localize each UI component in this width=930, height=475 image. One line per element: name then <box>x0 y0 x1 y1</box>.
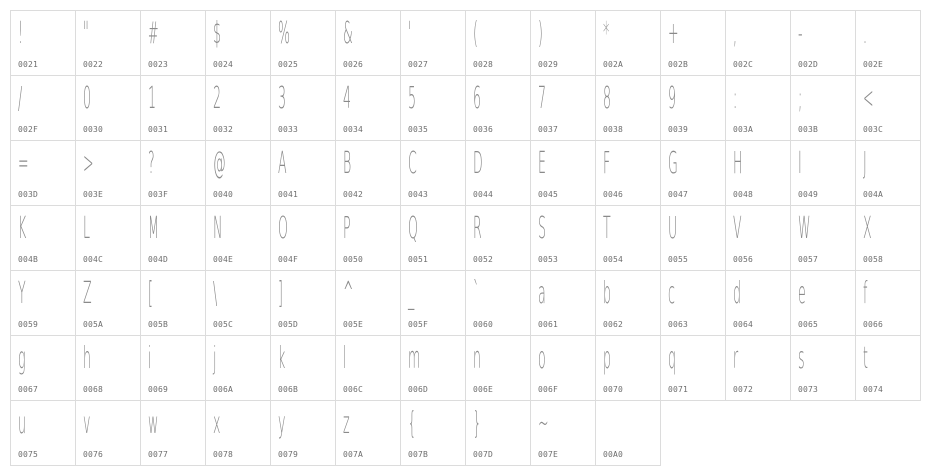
glyph-cell <box>725 335 791 401</box>
glyph-sample: $ <box>213 16 222 51</box>
codepoint-label: 004E <box>213 255 234 264</box>
glyph-sample: 8 <box>603 81 612 116</box>
glyph-sample: P <box>343 211 351 246</box>
glyph-sample: F <box>603 146 611 181</box>
glyph-sample: g <box>18 341 26 376</box>
glyph-cell <box>465 205 531 271</box>
glyph-sample: u <box>18 406 26 441</box>
codepoint-label: 004C <box>83 255 104 264</box>
glyph-sample: M <box>148 211 159 246</box>
codepoint-label: 002E <box>863 60 884 69</box>
glyph-cell <box>335 10 401 76</box>
glyph-cell <box>400 140 466 206</box>
glyph-sample: Z <box>83 276 92 311</box>
glyph-cell <box>205 10 271 76</box>
codepoint-label: 0074 <box>863 385 884 394</box>
glyph-sample: a <box>538 276 546 311</box>
codepoint-label: 0028 <box>473 60 494 69</box>
glyph-sample: J <box>863 146 867 181</box>
codepoint-label: 0036 <box>473 125 494 134</box>
codepoint-label: 0068 <box>83 385 104 394</box>
glyph-cell <box>855 140 921 206</box>
glyph-sample: I <box>798 146 802 181</box>
glyph-sample: o <box>538 341 546 376</box>
codepoint-label: 0023 <box>148 60 169 69</box>
codepoint-label: 0069 <box>148 385 169 394</box>
codepoint-label: 0057 <box>798 255 819 264</box>
glyph-sample: ~ <box>538 406 549 441</box>
glyph-sample: ^ <box>343 276 354 311</box>
glyph-cell <box>75 270 141 336</box>
glyph-sample: , <box>733 16 738 51</box>
glyph-sample: d <box>733 276 741 311</box>
codepoint-label: 002C <box>733 60 754 69</box>
codepoint-label: 003C <box>863 125 884 134</box>
glyph-cell <box>270 400 336 466</box>
glyph-sample: ? <box>148 146 155 181</box>
glyph-cell <box>530 75 596 141</box>
codepoint-label: 006C <box>343 385 364 394</box>
glyph-sample: \ <box>213 276 218 311</box>
glyph-sample: k <box>278 341 286 376</box>
glyph-sample: . <box>863 16 868 51</box>
glyph-cell <box>140 400 206 466</box>
codepoint-label: 0043 <box>408 190 429 199</box>
glyph-sample: R <box>473 211 482 246</box>
glyph-cell <box>75 205 141 271</box>
glyph-cell <box>530 140 596 206</box>
glyph-cell <box>270 140 336 206</box>
codepoint-label: 002D <box>798 60 819 69</box>
glyph-sample: ! <box>18 16 24 51</box>
codepoint-label: 0067 <box>18 385 39 394</box>
glyph-sample: X <box>863 211 872 246</box>
glyph-sample: ] <box>278 276 283 311</box>
glyph-sample: * <box>603 16 610 51</box>
codepoint-label: 0029 <box>538 60 559 69</box>
codepoint-label: 004D <box>148 255 169 264</box>
codepoint-label: 0053 <box>538 255 559 264</box>
codepoint-label: 006D <box>408 385 429 394</box>
glyph-cell <box>530 205 596 271</box>
codepoint-label: 0022 <box>83 60 104 69</box>
glyph-sample: p <box>603 341 611 376</box>
codepoint-label: 003A <box>733 125 754 134</box>
codepoint-label: 005E <box>343 320 364 329</box>
codepoint-label: 0052 <box>473 255 494 264</box>
codepoint-label: 003E <box>83 190 104 199</box>
codepoint-label: 0072 <box>733 385 754 394</box>
codepoint-label: 0075 <box>18 450 39 459</box>
glyph-sample: } <box>473 406 482 441</box>
glyph-cell <box>75 10 141 76</box>
glyph-cell <box>855 205 921 271</box>
glyph-cell <box>140 335 206 401</box>
glyph-sample: D <box>473 146 483 181</box>
glyph-cell <box>725 10 791 76</box>
codepoint-label: 0031 <box>148 125 169 134</box>
codepoint-label: 0051 <box>408 255 429 264</box>
glyph-cell <box>595 140 661 206</box>
glyph-cell <box>75 140 141 206</box>
glyph-sample: 5 <box>408 81 417 116</box>
glyph-cell <box>140 75 206 141</box>
codepoint-label: 0078 <box>213 450 234 459</box>
glyph-cell <box>205 335 271 401</box>
glyph-sample: W <box>798 211 811 246</box>
glyph-cell <box>400 10 466 76</box>
glyph-cell <box>270 10 336 76</box>
codepoint-label: 0041 <box>278 190 299 199</box>
glyph-cell <box>205 270 271 336</box>
codepoint-label: 0048 <box>733 190 754 199</box>
glyph-cell <box>75 335 141 401</box>
glyph-sample: ( <box>473 16 478 51</box>
glyph-cell <box>595 10 661 76</box>
codepoint-label: 0071 <box>668 385 689 394</box>
glyph-cell <box>660 75 726 141</box>
glyph-cell <box>660 140 726 206</box>
glyph-sample: > <box>83 146 94 181</box>
glyph-sample: x <box>213 406 221 441</box>
glyph-sample: H <box>733 146 743 181</box>
codepoint-label: 0047 <box>668 190 689 199</box>
glyph-sample: E <box>538 146 546 181</box>
glyph-sample: G <box>668 146 678 181</box>
glyph-cell <box>75 400 141 466</box>
glyph-sample: 2 <box>213 81 222 116</box>
codepoint-label: 0055 <box>668 255 689 264</box>
glyph-cell <box>595 270 661 336</box>
glyph-cell <box>400 270 466 336</box>
glyph-sample: n <box>473 341 481 376</box>
glyph-sample: & <box>343 16 353 51</box>
codepoint-label: 0021 <box>18 60 39 69</box>
glyph-cell <box>790 75 856 141</box>
glyph-cell <box>400 335 466 401</box>
codepoint-label: 0032 <box>213 125 234 134</box>
codepoint-label: 004A <box>863 190 884 199</box>
glyph-sample: C <box>408 146 417 181</box>
glyph-sample: 7 <box>538 81 547 116</box>
glyph-sample: y <box>278 406 286 441</box>
glyph-sample: : <box>733 81 738 116</box>
codepoint-label: 0063 <box>668 320 689 329</box>
glyph-cell <box>855 75 921 141</box>
codepoint-label: 0065 <box>798 320 819 329</box>
glyph-cell <box>725 75 791 141</box>
glyph-sample: % <box>278 16 290 51</box>
codepoint-label: 0073 <box>798 385 819 394</box>
codepoint-label: 0045 <box>538 190 559 199</box>
glyph-cell <box>10 270 76 336</box>
glyph-cell <box>530 270 596 336</box>
glyph-cell <box>270 335 336 401</box>
codepoint-label: 007B <box>408 450 429 459</box>
glyph-sample: A <box>278 146 287 181</box>
glyph-cell <box>855 335 921 401</box>
glyph-cell <box>855 10 921 76</box>
glyph-sample: w <box>148 406 159 441</box>
glyph-sample: c <box>668 276 675 311</box>
glyph-cell <box>10 205 76 271</box>
codepoint-label: 0027 <box>408 60 429 69</box>
glyph-sample: @ <box>213 146 226 181</box>
codepoint-label: 007A <box>343 450 364 459</box>
glyph-sample: 6 <box>473 81 482 116</box>
glyph-cell <box>400 75 466 141</box>
codepoint-label: 0054 <box>603 255 624 264</box>
glyph-cell <box>205 205 271 271</box>
codepoint-label: 0064 <box>733 320 754 329</box>
codepoint-label: 0062 <box>603 320 624 329</box>
codepoint-label: 0039 <box>668 125 689 134</box>
glyph-sample: ) <box>538 16 543 51</box>
codepoint-label: 0056 <box>733 255 754 264</box>
glyph-cell <box>530 335 596 401</box>
glyph-sample: r <box>733 341 739 376</box>
glyph-sample: 1 <box>148 81 157 116</box>
glyph-cell <box>595 335 661 401</box>
glyph-sample: m <box>408 341 421 376</box>
glyph-sample: t <box>863 341 868 376</box>
codepoint-label: 005D <box>278 320 299 329</box>
glyph-cell <box>595 75 661 141</box>
glyph-cell <box>10 335 76 401</box>
glyph-sample: L <box>83 211 91 246</box>
codepoint-label: 003B <box>798 125 819 134</box>
codepoint-label: 0058 <box>863 255 884 264</box>
codepoint-label: 002B <box>668 60 689 69</box>
glyph-cell <box>465 335 531 401</box>
glyph-sample: = <box>18 146 29 181</box>
codepoint-label: 0040 <box>213 190 234 199</box>
codepoint-label: 006F <box>538 385 559 394</box>
glyph-cell <box>140 140 206 206</box>
glyph-cell <box>335 140 401 206</box>
codepoint-label: 0042 <box>343 190 364 199</box>
glyph-sample: { <box>408 406 417 441</box>
glyph-sample: 3 <box>278 81 287 116</box>
glyph-cell <box>530 400 596 466</box>
codepoint-label: 006E <box>473 385 494 394</box>
codepoint-label: 0077 <box>148 450 169 459</box>
glyph-sample: ' <box>408 16 412 51</box>
glyph-cell <box>335 205 401 271</box>
codepoint-label: 002F <box>18 125 39 134</box>
glyph-sample: + <box>668 16 679 51</box>
codepoint-label: 006A <box>213 385 234 394</box>
glyph-sample: Q <box>408 211 418 246</box>
glyph-sample: i <box>148 341 152 376</box>
codepoint-label: 003D <box>18 190 39 199</box>
glyph-cell <box>400 400 466 466</box>
codepoint-label: 005C <box>213 320 234 329</box>
glyph-cell <box>270 75 336 141</box>
glyph-cell <box>725 270 791 336</box>
glyph-cell <box>790 270 856 336</box>
codepoint-label: 0026 <box>343 60 364 69</box>
glyph-sample: ; <box>798 81 803 116</box>
glyph-sample: h <box>83 341 91 376</box>
glyph-cell <box>790 10 856 76</box>
glyph-sample: " <box>83 16 89 51</box>
codepoint-label: 0070 <box>603 385 624 394</box>
glyph-cell <box>660 335 726 401</box>
glyph-cell <box>140 205 206 271</box>
glyph-cell <box>465 75 531 141</box>
codepoint-label: 0061 <box>538 320 559 329</box>
codepoint-label: 0066 <box>863 320 884 329</box>
glyph-cell <box>465 10 531 76</box>
glyph-cell <box>790 335 856 401</box>
glyph-cell <box>10 10 76 76</box>
glyph-sample: U <box>668 211 678 246</box>
glyph-sample: B <box>343 146 352 181</box>
glyph-sample: f <box>863 276 868 311</box>
codepoint-label: 00A0 <box>603 450 624 459</box>
codepoint-label: 004F <box>278 255 299 264</box>
glyph-grid <box>10 10 920 465</box>
codepoint-label: 0033 <box>278 125 299 134</box>
glyph-sample: Y <box>18 276 26 311</box>
glyph-sample: S <box>538 211 546 246</box>
glyph-cell <box>725 140 791 206</box>
glyph-sample: q <box>668 341 676 376</box>
codepoint-label: 003F <box>148 190 169 199</box>
codepoint-label: 0030 <box>83 125 104 134</box>
glyph-cell <box>270 205 336 271</box>
glyph-sample: b <box>603 276 611 311</box>
glyph-cell <box>855 270 921 336</box>
codepoint-label: 0050 <box>343 255 364 264</box>
glyph-cell <box>465 270 531 336</box>
glyph-cell <box>10 400 76 466</box>
glyph-cell <box>725 205 791 271</box>
glyph-sample: e <box>798 276 806 311</box>
glyph-cell <box>10 140 76 206</box>
codepoint-label: 007D <box>473 450 494 459</box>
codepoint-label: 007E <box>538 450 559 459</box>
glyph-cell <box>660 205 726 271</box>
glyph-cell <box>75 75 141 141</box>
glyph-cell <box>335 335 401 401</box>
glyph-cell <box>790 205 856 271</box>
glyph-sample: s <box>798 341 805 376</box>
glyph-sample: 0 <box>83 81 92 116</box>
glyph-cell <box>400 205 466 271</box>
glyph-sample: j <box>213 341 217 376</box>
codepoint-label: 0076 <box>83 450 104 459</box>
glyph-cell <box>335 270 401 336</box>
glyph-cell <box>465 400 531 466</box>
glyph-cell <box>140 10 206 76</box>
glyph-sample: 9 <box>668 81 677 116</box>
glyph-sample: V <box>733 211 742 246</box>
glyph-cell <box>465 140 531 206</box>
glyph-cell <box>10 75 76 141</box>
codepoint-label: 006B <box>278 385 299 394</box>
codepoint-label: 0049 <box>798 190 819 199</box>
glyph-sample: l <box>343 341 347 376</box>
codepoint-label: 0024 <box>213 60 234 69</box>
glyph-cell <box>205 75 271 141</box>
glyph-cell <box>140 270 206 336</box>
codepoint-label: 005F <box>408 320 429 329</box>
glyph-sample: O <box>278 211 288 246</box>
codepoint-label: 0037 <box>538 125 559 134</box>
glyph-cell <box>660 10 726 76</box>
glyph-cell <box>660 270 726 336</box>
glyph-cell <box>790 140 856 206</box>
codepoint-label: 0034 <box>343 125 364 134</box>
glyph-cell <box>530 10 596 76</box>
codepoint-label: 005B <box>148 320 169 329</box>
glyph-cell <box>595 400 661 466</box>
codepoint-label: 0046 <box>603 190 624 199</box>
codepoint-label: 0079 <box>278 450 299 459</box>
glyph-cell <box>335 75 401 141</box>
glyph-sample: _ <box>408 276 415 311</box>
glyph-cell <box>595 205 661 271</box>
glyph-cell <box>270 270 336 336</box>
glyph-sample: z <box>343 406 350 441</box>
glyph-sample: [ <box>148 276 153 311</box>
glyph-sample: ` <box>473 276 480 311</box>
glyph-cell <box>205 400 271 466</box>
glyph-sample: T <box>603 211 611 246</box>
codepoint-label: 0060 <box>473 320 494 329</box>
glyph-sample: 4 <box>343 81 352 116</box>
glyph-sample: K <box>18 211 27 246</box>
glyph-sample: / <box>18 81 23 116</box>
codepoint-label: 004B <box>18 255 39 264</box>
codepoint-label: 0044 <box>473 190 494 199</box>
codepoint-label: 0035 <box>408 125 429 134</box>
glyph-sample: < <box>863 81 874 116</box>
glyph-sample: - <box>798 16 803 51</box>
codepoint-label: 0059 <box>18 320 39 329</box>
glyph-sample: v <box>83 406 91 441</box>
codepoint-label: 0038 <box>603 125 624 134</box>
glyph-cell <box>335 400 401 466</box>
codepoint-label: 002A <box>603 60 624 69</box>
glyph-sample: N <box>213 211 223 246</box>
glyph-sample: # <box>148 16 159 51</box>
codepoint-label: 005A <box>83 320 104 329</box>
glyph-cell <box>205 140 271 206</box>
codepoint-label: 0025 <box>278 60 299 69</box>
